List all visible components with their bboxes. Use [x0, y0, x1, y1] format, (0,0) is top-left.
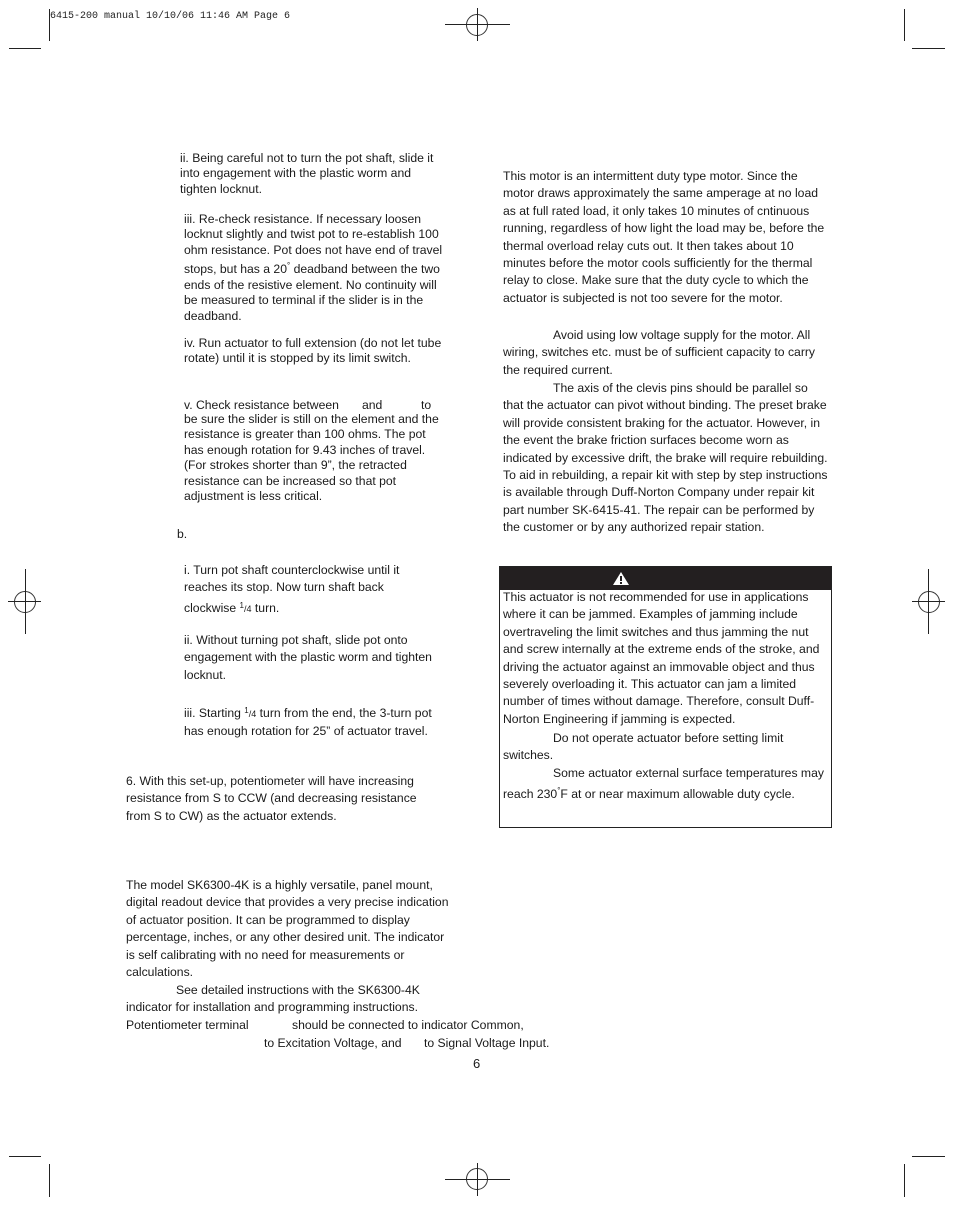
step-6-text: 6. With this set-up, potentiometer will have increasing resistance from S to CCW (and decreasing resistance from S to CW) as the actuator extends. [126, 774, 417, 823]
crop-mark [912, 48, 945, 49]
page-number: 6 [473, 1056, 481, 1071]
crop-mark [912, 1156, 945, 1157]
step-iii-text: iii. Re-check resistance. If necessary loosen locknut slightly and twist pot to re-establish 100 ohm resistance. Pot does not have end of travel stops, but has a 20° deadband between the two ends of the resistive element. No continuity will be measured to terminal if the slider is in the deadband. [184, 212, 443, 323]
step-ii-text: ii. Being careful not to turn the pot shaft, slide it into engagement with the plastic worm and tighten locknut. [180, 151, 434, 196]
sk6300-description: The model SK6300-4K is a highly versatile, panel mount, digital readout device that provides a very precise indication of actuator position. It can be programmed to display percentage, inches, or any other desired unit. The indicator is self calibrating with no need for measurements or calculations. [126, 878, 449, 980]
substep-b-label: b. [177, 527, 188, 541]
print-slug: 6415-200 manual 10/10/06 11:46 AM Page 6 [50, 11, 291, 22]
motor-duty-text: This motor is an intermittent duty type motor. Since the motor draws approximately the same amperage at no load as at full rated load, it only takes 10 minutes of cntinuous running, regardless of how light the load may be, before the thermal overload relay cuts out. It then takes about 10 minutes before the motor cools sufficiently for the thermal relay to close. Make sure that the duty cycle to which the actuator is subjected is not too severe for the motor. [503, 169, 825, 305]
crop-mark [9, 48, 41, 49]
step-b-ii-text: ii. Without turning pot shaft, slide pot onto engagement with the plastic worm and tighten locknut. [184, 633, 432, 682]
crop-mark [904, 1164, 905, 1197]
warning-header-bar [500, 567, 831, 590]
crop-mark [9, 1156, 41, 1157]
warning-temperature-text: Some actuator external surface temperatures may reach 230°F at or near maximum allowable duty cycle. [503, 766, 824, 802]
crop-mark [904, 9, 905, 41]
clevis-brake-text: The axis of the clevis pins should be parallel so that the actuator can pivot without binding. The preset brake will provide consistent braking for the actuator. However, in the event the brake friction surfaces become worn as indicated by excessive drift, the brake will require rebuilding. To aid in rebuilding, a repair kit with step by step instructions is available through Duff-Norton Company under repair kit part number SK-6415-41. The repair can be performed by the customer or by any authorized repair station. [503, 381, 828, 535]
low-voltage-text: Avoid using low voltage supply for the motor. All wiring, switches etc. must be of sufficient capacity to carry the required current. [503, 328, 816, 377]
crop-mark [49, 1164, 50, 1197]
warning-jamming-text: This actuator is not recommended for use in applications where it can be jammed. Examples of jamming include overtraveling the limit switches and thus jamming the nut and screw internally at the extreme ends of the stroke, and driving the actuator against an immovable object and thus severely overloading it. This actuator can jam a limited number of times without damage. Therefore, consult Duff-Norton Engineering if jamming is expected. [503, 590, 820, 726]
crop-mark [49, 9, 50, 41]
step-iv-text: iv. Run actuator to full extension (do not let tube rotate) until it is stopped by its limit switch. [184, 336, 442, 366]
step-b-iii-text: iii. Starting $^1$/4 turn from the end, the 3-turn pot has enough rotation for 25” of actuator travel. [184, 706, 432, 739]
step-b-i-text: i. Turn pot shaft counterclockwise until it reaches its stop. Now turn shaft back clockwise $^1$/4 turn. [184, 563, 400, 615]
warning-limit-switch-text: Do not operate actuator before setting limit switches. [503, 731, 784, 763]
warning-triangle-icon [612, 571, 630, 586]
